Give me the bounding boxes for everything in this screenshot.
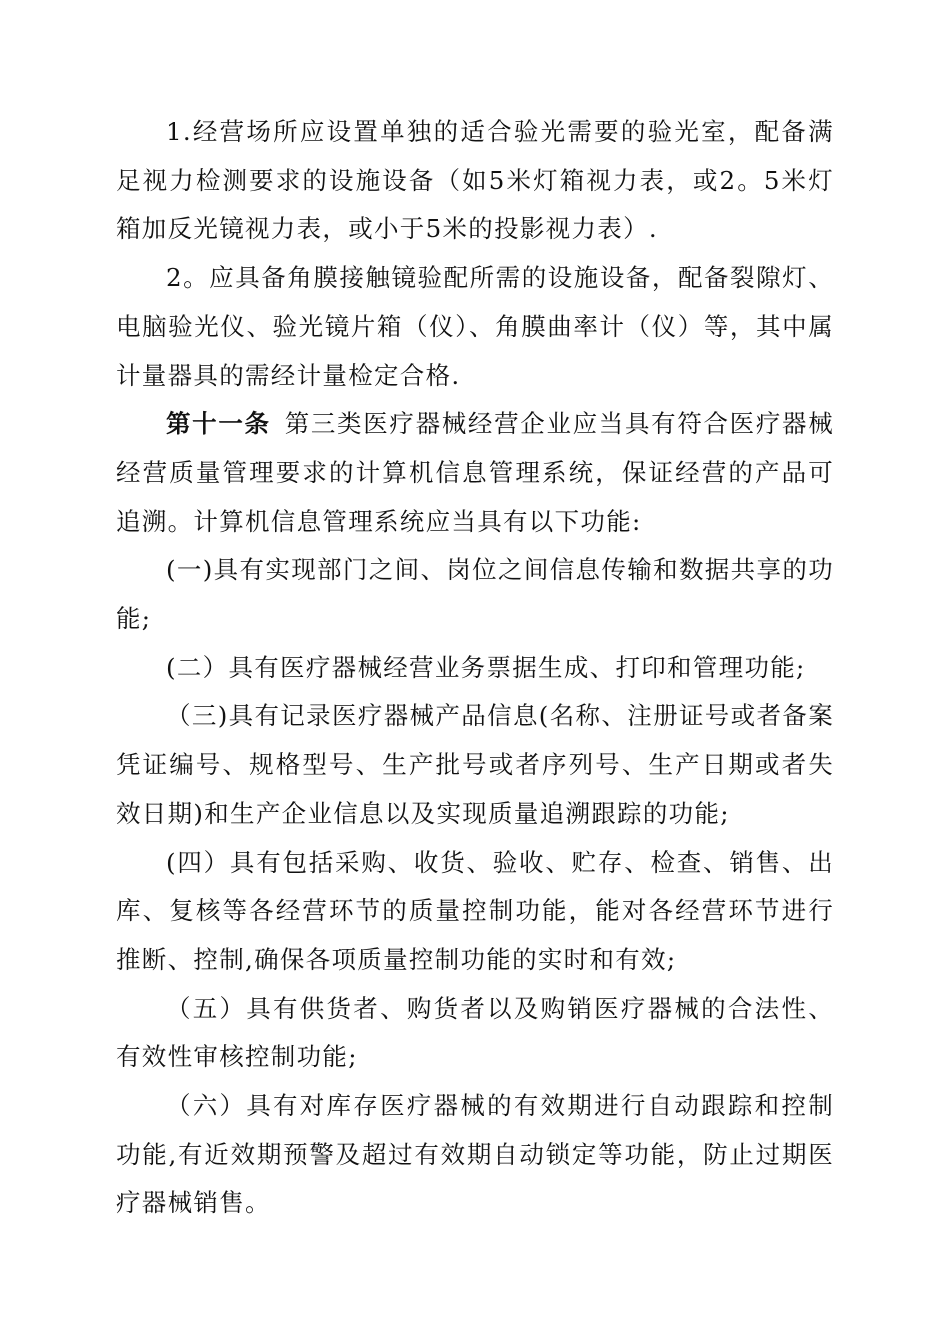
paragraph-item-5: （五）具有供货者、购货者以及购销医疗器械的合法性、有效性审核控制功能; (116, 993, 834, 1072)
document-page (116, 108, 834, 1228)
paragraph-item-4: (四）具有包括采购、收货、验收、贮存、检查、销售、出库、复核等各经营环节的质量控制功能，能对各经营环节进行推断、控制,确保各项质量控制功能的实时和有效; (116, 847, 834, 974)
paragraph-item-6: （六）具有对库存医疗器械的有效期进行自动跟踪和控制功能,有近效期预警及超过有效期自动锁定等功能，防止过期医疗器械销售。 (116, 1091, 834, 1218)
paragraph-item-2: (二）具有医疗器械经营业务票据生成、打印和管理功能; (166, 652, 806, 682)
paragraph-clause-2: 2。应具备角膜接触镜验配所需的设施设备，配备裂隙灯、电脑验光仪、验光镜片箱（仪）、角膜曲率计（仪）等，其中属计量器具的需经计量检定合格. (116, 263, 834, 390)
article-body: 第三类医疗器械经营企业应当具有符合医疗器械经营质量管理要求的计算机信息管理系统，保证经营的产品可追溯。计算机信息管理系统应当具有以下功能: (116, 409, 834, 536)
paragraph-article-11 (116, 400, 834, 546)
article-heading: 第十一条 (166, 409, 271, 439)
paragraph-item-3: （三)具有记录医疗器械产品信息(名称、注册证号或者备案凭证编号、规格型号、生产批号或者序列号、生产日期或者失效日期)和生产企业信息以及实现质量追溯跟踪的功能; (116, 701, 834, 828)
paragraph-clause-1: 1.经营场所应设置单独的适合验光需要的验光室，配备满足视力检测要求的设施设备（如5米灯箱视力表，或2。5米灯箱加反光镜视力表，或小于5米的投影视力表）. (116, 117, 834, 244)
paragraph-item-1: (一)具有实现部门之间、岗位之间信息传输和数据共享的功能; (116, 555, 834, 634)
